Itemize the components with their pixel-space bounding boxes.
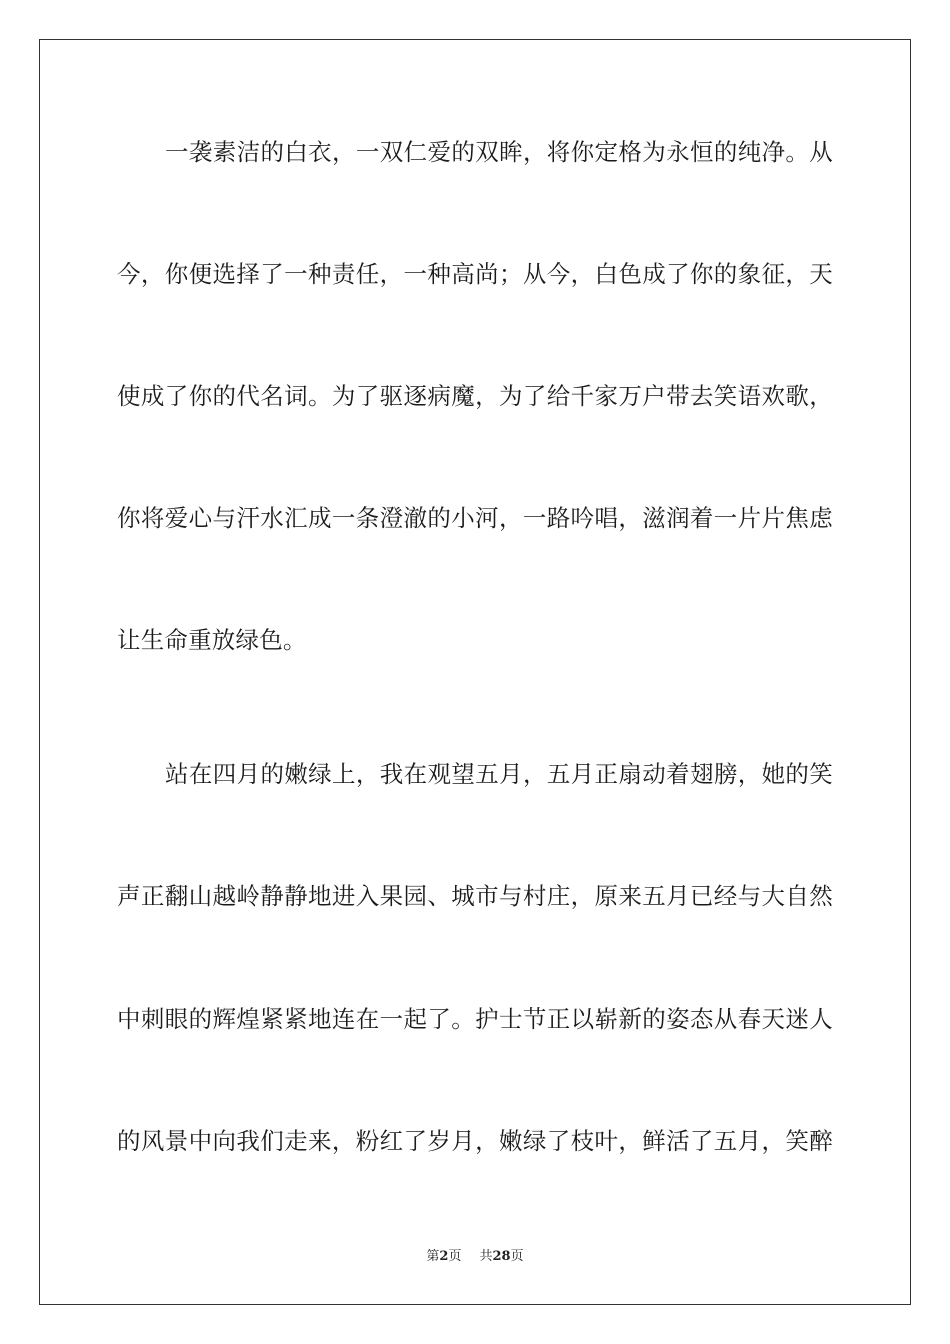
paragraph-1-line-2: 今，你便选择了一种责任，一种高尚；从今，白色成了你的象征，天	[117, 260, 833, 288]
page-border	[39, 39, 911, 1305]
paragraph-1-line-1: 一袭素洁的白衣，一双仁爱的双眸，将你定格为永恒的纯净。从	[165, 138, 833, 166]
paragraph-2-line-1: 站在四月的嫩绿上，我在观望五月，五月正扇动着翅膀，她的笑	[165, 760, 833, 788]
page-footer	[0, 1248, 950, 1266]
paragraph-1-line-4: 你将爱心与汗水汇成一条澄澈的小河，一路吟唱，滋润着一片片焦虑	[117, 504, 833, 532]
total-suffix: 页	[510, 1249, 524, 1264]
paragraph-2-line-4: 的风景中向我们走来，粉红了岁月，嫩绿了枝叶，鲜活了五月，笑醉	[117, 1127, 833, 1155]
page-prefix: 第	[426, 1249, 440, 1264]
total-pages: 28	[492, 1249, 511, 1264]
paragraph-1-line-5: 让生命重放绿色。	[117, 626, 307, 654]
paragraph-2-line-2: 声正翻山越岭静静地进入果园、城市与村庄，原来五月已经与大自然	[117, 882, 833, 910]
paragraph-1-line-3: 使成了你的代名词。为了驱逐病魔，为了给千家万户带去笑语欢歌，	[117, 382, 833, 410]
paragraph-2-line-3: 中刺眼的辉煌紧紧地连在一起了。护士节正以崭新的姿态从春天迷人	[117, 1005, 833, 1033]
page-suffix: 页	[448, 1249, 462, 1264]
page-number: 2	[439, 1249, 449, 1264]
total-prefix: 共	[479, 1249, 493, 1264]
